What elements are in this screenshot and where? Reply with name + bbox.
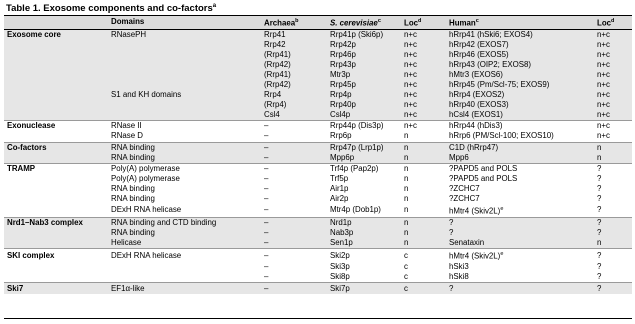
- domain-cell: Poly(A) polymerase: [111, 174, 180, 184]
- human-cell: hRrp42 (EXOS7): [446, 40, 594, 50]
- human-cell: C1D (hRrp47): [446, 142, 594, 153]
- human-loc-cell: n: [594, 238, 632, 249]
- yeast-cell: Ski8p: [330, 272, 350, 282]
- human-cell: ?: [446, 283, 594, 294]
- human-cell: hRrp44 (hDis3): [446, 121, 594, 132]
- group-spacer-cell: [4, 272, 108, 283]
- group-spacer-cell: [4, 238, 108, 249]
- human-loc-cell: n+c: [594, 50, 632, 60]
- domain-cell: EF1α-like: [108, 283, 261, 294]
- yeast-cell: Rrp44p (Dis3p): [327, 121, 401, 132]
- loc-cell: c: [401, 249, 446, 262]
- domain-cell: RNase II: [108, 121, 261, 132]
- domain-cell: RNA binding: [108, 153, 261, 164]
- header-footnote-marker: c: [475, 18, 479, 24]
- table-row: [4, 110, 632, 121]
- human-cell: [446, 204, 594, 217]
- table-row: [4, 121, 632, 132]
- loc-cell: n+c: [401, 121, 446, 132]
- loc-cell: c: [404, 261, 408, 271]
- domains-header: [108, 16, 261, 29]
- domain-cell: RNasePH: [108, 29, 261, 40]
- loc-cell: n: [404, 131, 409, 141]
- human-loc-cell: n+c: [594, 90, 632, 100]
- group-label: TRAMP: [4, 164, 108, 175]
- archaea-cell: –: [261, 164, 327, 175]
- yeast-cell: Rrp47p (Lrp1p): [327, 142, 401, 153]
- human-loc-cell: n+c: [594, 40, 632, 50]
- loc-cell: n: [401, 217, 446, 228]
- archaea-cell: –: [261, 283, 327, 294]
- yeast-cell: Trf5p: [330, 174, 349, 184]
- table-row: [4, 153, 632, 164]
- archaea-cell: –: [264, 174, 269, 184]
- yeast-cell: Trf4p (Pap2p): [327, 164, 401, 175]
- loc-cell: n+c: [401, 60, 446, 70]
- yeast-cell: Rrp42p: [327, 40, 401, 50]
- human-cell: [446, 249, 594, 262]
- archaea-cell: –: [261, 217, 327, 228]
- yeast-cell: Ski3p: [330, 261, 350, 271]
- yeast-cell: Ski2p: [327, 249, 401, 262]
- table-row: [4, 194, 632, 204]
- group-spacer-cell: [4, 174, 108, 184]
- archaea-cell: –: [264, 205, 269, 215]
- human-cell: ?PAPD5 and POLS: [446, 164, 594, 175]
- group-label: Exonuclease: [4, 121, 108, 132]
- archaea-header: [261, 16, 327, 29]
- header-row: [4, 16, 632, 29]
- footnote-marker: e: [500, 251, 504, 258]
- table-row: [4, 90, 632, 100]
- group-label: Nrd1–Nab3 complex: [4, 217, 108, 228]
- group-spacer-cell: [4, 90, 108, 100]
- title-footnote-marker: a: [212, 3, 217, 9]
- domain-cell: [108, 110, 261, 121]
- human-cell: hMtr3 (EXOS6): [446, 70, 594, 80]
- loc-cell: n: [404, 174, 409, 184]
- human-loc-cell: n+c: [594, 80, 632, 90]
- human-cell: hRrp41 (hSki6; EXOS4): [446, 29, 594, 40]
- table-row: [4, 40, 632, 50]
- domain-cell: [108, 272, 261, 283]
- table-row: [4, 142, 632, 153]
- yeast-cell: Sen1p: [327, 238, 401, 249]
- table-row: [4, 29, 632, 40]
- human-loc-cell: n+c: [594, 110, 632, 121]
- domain-cell: DExH RNA helicase: [108, 249, 261, 262]
- archaea-cell: (Rrp41): [261, 50, 327, 60]
- domain-cell: RNA binding: [108, 228, 261, 238]
- header-label: Archaea: [264, 18, 296, 28]
- human-loc-cell: ?: [597, 174, 602, 184]
- yeast-cell: Ski7p: [327, 283, 401, 294]
- yeast-cell: Rrp41p (Ski6p): [327, 29, 401, 40]
- table-row: [4, 174, 632, 184]
- header-footnote-marker: c: [377, 18, 381, 24]
- human-loc-cell: ?: [597, 205, 602, 215]
- domain-cell: Poly(A) polymerase: [108, 164, 261, 175]
- archaea-cell: (Rrp4): [261, 100, 327, 110]
- table-row: [4, 283, 632, 294]
- yeast-cell: Rrp45p: [327, 80, 401, 90]
- group-spacer-cell: [4, 204, 108, 217]
- loc-cell: n+c: [401, 90, 446, 100]
- loc-cell: c: [401, 283, 446, 294]
- table-row: [4, 131, 632, 142]
- human-loc-header: [594, 16, 632, 29]
- group-label: Ski7: [4, 283, 108, 294]
- human-cell: ?ZCHC7: [449, 184, 480, 194]
- human-loc-cell: ?: [594, 217, 632, 228]
- group-spacer-cell: [4, 110, 108, 121]
- archaea-cell: –: [264, 184, 269, 194]
- archaea-cell: –: [264, 272, 269, 282]
- yeast-cell: Rrp6p: [330, 131, 352, 141]
- yeast-cell: Rrp4p: [327, 90, 401, 100]
- human-loc-cell: ?: [597, 261, 602, 271]
- group-label: Exosome core: [4, 29, 108, 40]
- human-name: hMtr4 (Skiv2L): [449, 206, 501, 216]
- human-loc-cell: ?: [594, 249, 632, 262]
- group-label: Co-factors: [4, 142, 108, 153]
- group-label: SKI complex: [4, 249, 108, 262]
- domain-cell: RNA binding: [108, 142, 261, 153]
- human-loc-cell: n+c: [594, 121, 632, 132]
- table-row: [4, 272, 632, 283]
- archaea-cell: –: [261, 228, 327, 238]
- human-cell: hRrp45 (Pm/Scl-75; EXOS9): [446, 80, 594, 90]
- header-footnote-marker: b: [295, 18, 299, 24]
- archaea-cell: (Rrp41): [261, 70, 327, 80]
- group-spacer-cell: [4, 100, 108, 110]
- yeast-cell: Air1p: [330, 184, 349, 194]
- loc-cell: n: [404, 205, 409, 215]
- human-loc-cell: ?: [594, 164, 632, 175]
- archaea-cell: Rrp4: [261, 90, 327, 100]
- archaea-cell: –: [261, 142, 327, 153]
- loc-cell: n: [404, 194, 409, 204]
- header-label: Loc: [597, 18, 612, 28]
- table-row: [4, 204, 632, 217]
- yeast-cell: Rrp43p: [327, 60, 401, 70]
- human-loc-cell: n+c: [597, 131, 610, 141]
- human-cell: ?: [446, 228, 594, 238]
- header-label: Human: [449, 18, 476, 28]
- human-cell: hRrp6 (PM/Scl-100; EXOS10): [449, 131, 554, 141]
- human-loc-cell: n+c: [594, 29, 632, 40]
- archaea-cell: –: [261, 238, 327, 249]
- human-cell: hRrp43 (OIP2; EXOS8): [446, 60, 594, 70]
- domain-cell: [108, 100, 261, 110]
- exosome-table: [4, 16, 632, 294]
- archaea-cell: –: [264, 194, 269, 204]
- archaea-cell: Rrp41: [261, 29, 327, 40]
- table-row: [4, 249, 632, 262]
- group-spacer-cell: [4, 184, 108, 194]
- human-loc-cell: n+c: [594, 60, 632, 70]
- archaea-cell: –: [264, 261, 269, 271]
- yeast-cell: Nrd1p: [327, 217, 401, 228]
- human-loc-cell: ?: [597, 194, 602, 204]
- human-loc-cell: n+c: [594, 100, 632, 110]
- domain-cell: DExH RNA helicase: [111, 205, 182, 215]
- human-cell: hCsl4 (EXOS1): [446, 110, 594, 121]
- group-spacer-cell: [4, 194, 108, 204]
- group-spacer-cell: [4, 70, 108, 80]
- human-name: hMtr4 (Skiv2L): [449, 251, 501, 261]
- loc-cell: n: [404, 184, 409, 194]
- human-cell: Mpp6: [446, 153, 594, 164]
- human-loc-cell: n: [594, 153, 632, 164]
- loc-cell: n: [401, 228, 446, 238]
- human-header: [446, 16, 594, 29]
- header-label: Loc: [404, 18, 419, 28]
- yeast-cell: Nab3p: [327, 228, 401, 238]
- table-row: [4, 60, 632, 70]
- group-spacer-cell: [4, 228, 108, 238]
- human-cell: ?: [446, 217, 594, 228]
- human-cell: hSki8: [449, 272, 469, 282]
- loc-cell: n+c: [401, 29, 446, 40]
- header-label: Domains: [111, 17, 145, 27]
- domain-cell: [108, 80, 261, 90]
- table-row: [4, 70, 632, 80]
- domain-cell: [108, 50, 261, 60]
- yeast-cell: Mtr3p: [327, 70, 401, 80]
- table-body: [4, 29, 632, 294]
- loc-cell: c: [404, 272, 408, 282]
- domain-cell: RNA binding: [111, 194, 155, 204]
- table-row: [4, 262, 632, 272]
- yeast-cell: Air2p: [330, 194, 349, 204]
- group-spacer-cell: [4, 40, 108, 50]
- human-loc-cell: ?: [594, 283, 632, 294]
- human-cell: Senataxin: [446, 238, 594, 249]
- archaea-cell: Rrp42: [261, 40, 327, 50]
- group-spacer-cell: [4, 262, 108, 272]
- domain-cell: [108, 60, 261, 70]
- table-row: [4, 50, 632, 60]
- human-loc-cell: ?: [597, 272, 602, 282]
- group-header: [4, 16, 108, 29]
- yeast-cell: Mtr4p (Dob1p): [330, 205, 381, 215]
- human-cell: ?ZCHC7: [449, 194, 480, 204]
- group-spacer-cell: [4, 80, 108, 90]
- archaea-cell: –: [264, 131, 269, 141]
- archaea-cell: –: [261, 249, 327, 262]
- human-loc-cell: ?: [597, 184, 602, 194]
- domain-cell: RNase D: [111, 131, 144, 141]
- domain-cell: [108, 262, 261, 272]
- human-loc-cell: n: [594, 142, 632, 153]
- loc-cell: n: [401, 164, 446, 175]
- header-label: S. cerevisiae: [330, 18, 378, 28]
- table-title: Table 1. Exosome components and co-factors$^a$: [6, 3, 217, 15]
- yeast-header: [327, 16, 401, 29]
- yeast-cell: Mpp6p: [327, 153, 401, 164]
- domain-cell: RNA binding and CTD binding: [108, 217, 261, 228]
- domain-cell: S1 and KH domains: [108, 90, 261, 100]
- loc-cell: n+c: [401, 50, 446, 60]
- domain-cell: RNA binding: [111, 184, 155, 194]
- archaea-cell: (Rrp42): [261, 80, 327, 90]
- domain-cell: Helicase: [108, 238, 261, 249]
- yeast-cell: Csl4p: [327, 110, 401, 121]
- archaea-cell: (Rrp42): [261, 60, 327, 70]
- archaea-cell: –: [261, 121, 327, 132]
- loc-cell: n+c: [401, 110, 446, 121]
- archaea-cell: Csl4: [261, 110, 327, 121]
- loc-cell: n+c: [401, 40, 446, 50]
- human-cell: hSki3: [449, 261, 469, 271]
- table-row: [4, 164, 632, 175]
- yeast-cell: Rrp40p: [327, 100, 401, 110]
- human-cell: hRrp46 (EXOS5): [446, 50, 594, 60]
- domain-cell: [108, 40, 261, 50]
- header-footnote-marker: d: [611, 18, 615, 24]
- loc-cell: n+c: [401, 100, 446, 110]
- human-loc-cell: n+c: [594, 70, 632, 80]
- human-cell: ?PAPD5 and POLS: [449, 174, 518, 184]
- group-spacer-cell: [4, 60, 108, 70]
- loc-cell: n+c: [401, 70, 446, 80]
- loc-header: [401, 16, 446, 29]
- footnote-marker: e: [500, 206, 504, 213]
- loc-cell: n: [401, 153, 446, 164]
- yeast-cell: Rrp46p: [327, 50, 401, 60]
- bottom-rule: [4, 318, 632, 319]
- group-spacer-cell: [4, 131, 108, 142]
- loc-cell: n: [401, 142, 446, 153]
- table-row: [4, 238, 632, 249]
- table-row: [4, 184, 632, 194]
- loc-cell: n+c: [401, 80, 446, 90]
- loc-cell: n: [401, 238, 446, 249]
- archaea-cell: –: [261, 153, 327, 164]
- human-cell: hRrp4 (EXOS2): [446, 90, 594, 100]
- human-cell: hRrp40 (EXOS3): [446, 100, 594, 110]
- domain-cell: [108, 70, 261, 80]
- table-row: [4, 217, 632, 228]
- table-row: [4, 100, 632, 110]
- table-row: [4, 80, 632, 90]
- group-spacer-cell: [4, 153, 108, 164]
- header-footnote-marker: d: [418, 18, 422, 24]
- group-spacer-cell: [4, 50, 108, 60]
- human-loc-cell: ?: [594, 228, 632, 238]
- table-row: [4, 228, 632, 238]
